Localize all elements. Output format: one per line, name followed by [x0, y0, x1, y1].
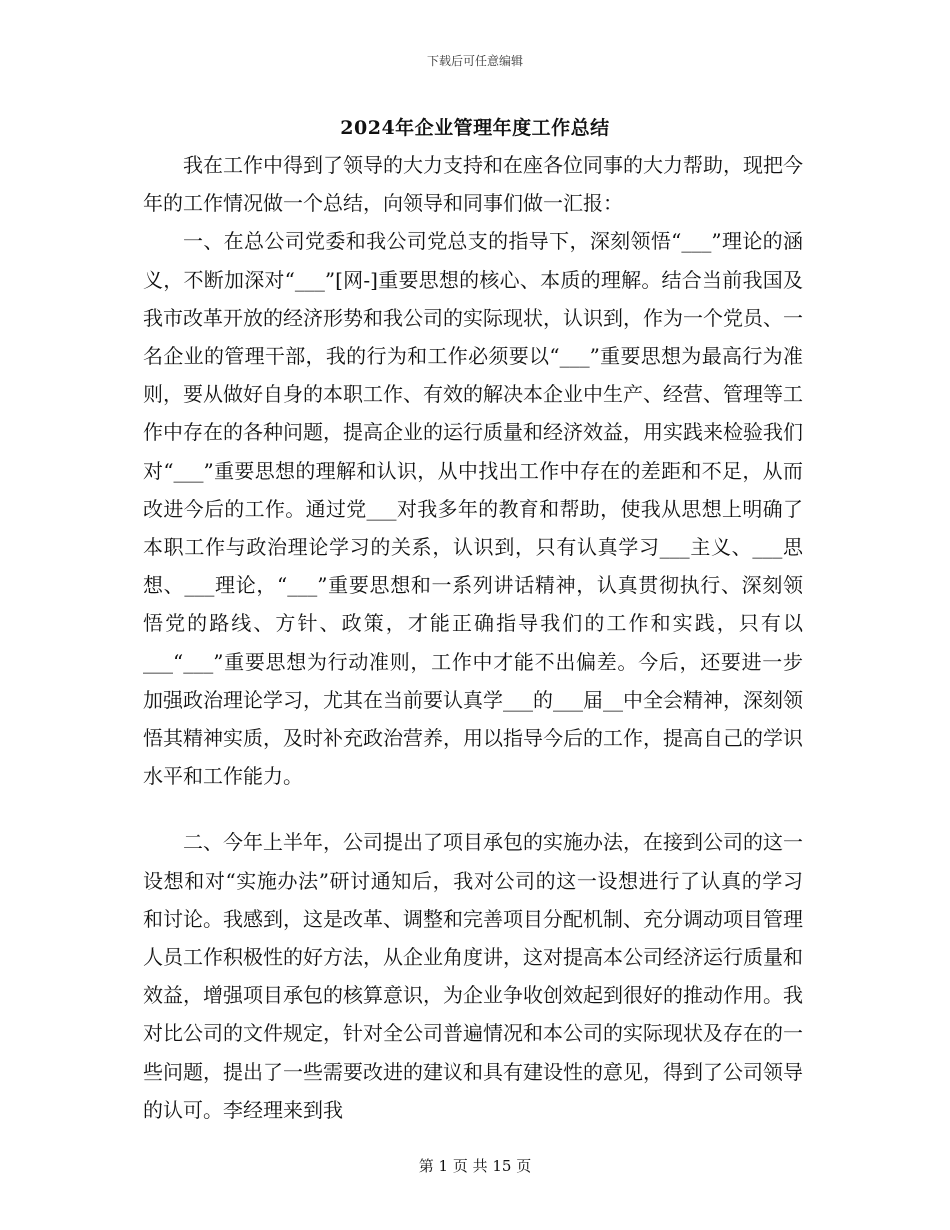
- paragraph-section-2: 二、今年上半年，公司提出了项目承包的实施办法，在接到公司的这一设想和对“实施办法”研讨通知后，我对公司的这一设想进行了认真的学习和讨论。我感到，这是改革、调整和完善项目分配机制、充分调动项目管理人员工作积极性的好方法，从企业角度讲，这对提高本公司经济运行质量和效益，增强项目承包的核算意识，为企业争收创效起到很好的推动作用。我对比公司的文件规定，针对全公司普遍情况和本公司的实际现状及存在的一些问题，提出了一些需要改进的建议和具有建设性的意见，得到了公司领导的认可。李经理来到我: [143, 830, 803, 1122]
- document-body: [143, 146, 803, 1129]
- paragraph-intro: 我在工作中得到了领导的大力支持和在座各位同事的大力帮助，现把今年的工作情况做一个总结，向领导和同事们做一汇报：: [143, 153, 803, 216]
- document-title: 2024年企业管理年度工作总结: [340, 117, 610, 139]
- page-header: 下载后可任意编辑: [426, 54, 523, 68]
- paragraph-section-1: 一、在总公司党委和我公司党总支的指导下，深刻领悟“___”理论的涵义，不断加深对“___”[网-]重要思想的核心、本质的理解。结合当前我国及我市改革开放的经济形势和我公司的实际现状，认识到，作为一个党员、一名企业的管理干部，我的行为和工作必须要以“___”重要思想为最高行为准则，要从做好自身的本职工作、有效的解决本企业中生产、经营、管理等工作中存在的各种问题，提高企业的运行质量和经济效益，用实践来检验我们对“___”重要思想的理解和认识，从中找出工作中存在的差距和不足，从而改进今后的工作。通过党___对我多年的教育和帮助，使我从思想上明确了本职工作与政治理论学习的关系，认识到，只有认真学习___主义、___思想、___理论，“___”重要思想和一系列讲话精神，认真贯彻执行、深刻领悟党的路线、方针、政策，才能正确指导我们的工作和实践，只有以___“___”重要思想为行动准则，工作中才能不出偏差。今后，还要进一步加强政治理论学习，尤其在当前要认真学___的___届__中全会精神，深刻领悟其精神实质，及时补充政治营养，用以指导今后的工作，提高自己的学识水平和工作能力。: [143, 229, 803, 789]
- page-number: 第 1 页 共 15 页: [418, 1157, 532, 1175]
